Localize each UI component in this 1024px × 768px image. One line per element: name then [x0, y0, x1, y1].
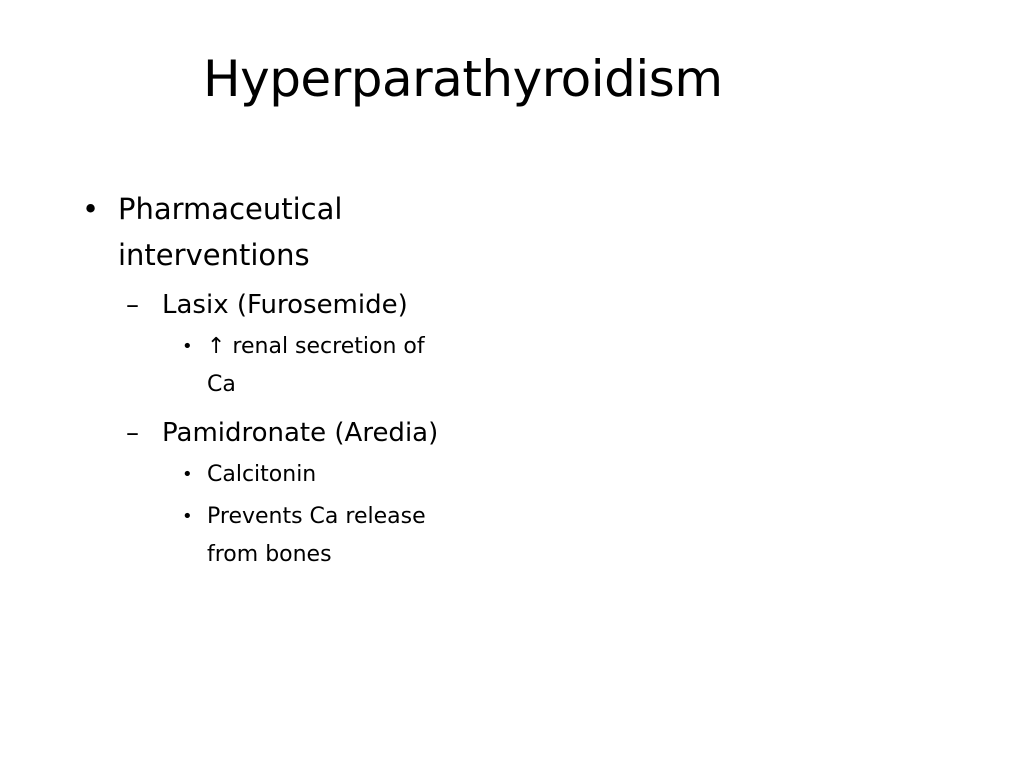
dash-marker: – — [126, 418, 139, 448]
slide-title: Hyperparathyroidism — [203, 50, 723, 108]
bullet-level3 — [180, 328, 457, 404]
bullet-marker: • — [182, 464, 193, 485]
bullet-text: ↑ renal secretion of Ca — [207, 334, 425, 397]
bullet-marker: • — [182, 336, 193, 357]
bullet-marker: • — [82, 192, 100, 226]
bullet-level3 — [180, 498, 457, 574]
bullet-level3 — [180, 456, 457, 494]
bullet-text: Calcitonin — [207, 462, 317, 487]
dash-marker: – — [126, 290, 139, 320]
bullet-text: Pharmaceutical interventions — [118, 192, 343, 272]
bullet-level1 — [80, 186, 418, 278]
bullet-text: Lasix (Furosemide) — [162, 290, 408, 320]
bullet-level2 — [124, 414, 520, 452]
bullet-marker: • — [182, 506, 193, 527]
bullet-text: Prevents Ca release from bones — [207, 504, 426, 567]
bullet-text: Pamidronate (Aredia) — [162, 418, 439, 448]
slide-body — [80, 186, 520, 574]
bullet-level2 — [124, 286, 520, 324]
